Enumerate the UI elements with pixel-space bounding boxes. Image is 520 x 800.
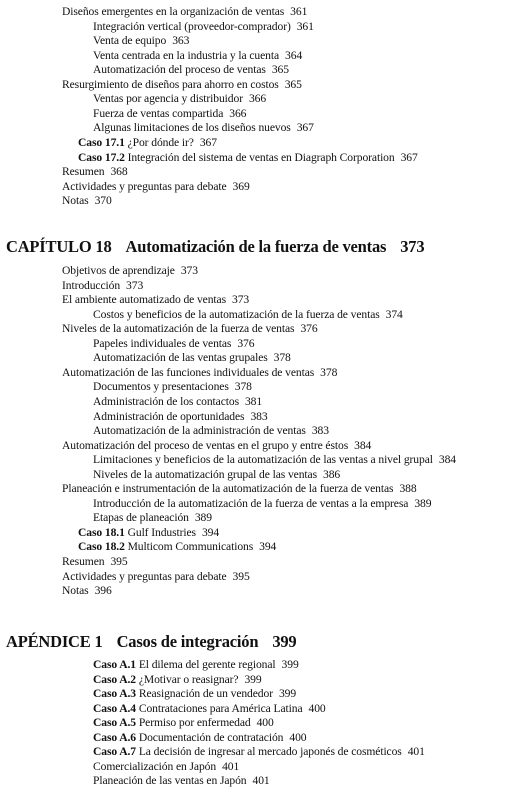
entry-title: Resumen bbox=[62, 555, 105, 568]
entry-title: Introducción bbox=[62, 278, 121, 292]
entry-title: Documentación de contratación bbox=[138, 730, 284, 744]
page-number: 370 bbox=[94, 194, 112, 208]
page-number: 383 bbox=[311, 424, 329, 438]
toc-entry[interactable] bbox=[62, 366, 337, 380]
toc-entry[interactable] bbox=[62, 555, 128, 569]
case-label: Caso A.5 bbox=[93, 716, 137, 730]
toc-entry[interactable] bbox=[93, 453, 456, 467]
case-label: Caso 17.1 bbox=[78, 135, 125, 149]
page-number: 400 bbox=[289, 730, 307, 744]
entry-title: Administración de los contactos bbox=[93, 394, 239, 408]
entry-title: Venta de equipo bbox=[93, 34, 167, 48]
entry-title: Objetivos de aprendizaje bbox=[62, 264, 175, 277]
toc-entry[interactable] bbox=[93, 511, 212, 525]
entry-title: Permiso por enfermedad bbox=[138, 716, 251, 730]
entry-title: Niveles de la automatización de la fuerza de ventas bbox=[62, 322, 295, 336]
page-number: 367 bbox=[296, 121, 314, 135]
entry-title: Automatización de la administración de ventas bbox=[93, 424, 306, 438]
entry-title: Administración de oportunidades bbox=[93, 409, 245, 423]
case-label: Caso A.3 bbox=[93, 687, 137, 701]
toc-entry[interactable] bbox=[62, 165, 128, 179]
toc-entry[interactable] bbox=[93, 34, 189, 48]
entry-title: Contrataciones para América Latina bbox=[138, 701, 303, 715]
page-number: 364 bbox=[285, 48, 303, 62]
case-label: Caso A.6 bbox=[93, 730, 137, 744]
page-number: 378 bbox=[234, 380, 252, 394]
case-label: Caso A.1 bbox=[93, 658, 137, 671]
toc-entry[interactable] bbox=[93, 121, 314, 135]
page-number: 395 bbox=[232, 569, 250, 583]
page-number: 401 bbox=[222, 759, 240, 773]
entry-title: Comercialización en Japón bbox=[93, 759, 217, 773]
case-label: Caso 17.2 bbox=[78, 150, 125, 164]
toc-entry[interactable] bbox=[93, 107, 246, 121]
page-number: 378 bbox=[273, 351, 291, 365]
toc-case-entry[interactable] bbox=[93, 658, 299, 672]
entry-title: Planeación e instrumentación de la automatización de la fuerza de ventas bbox=[62, 482, 394, 496]
toc-entry[interactable] bbox=[93, 308, 403, 322]
page-number: 400 bbox=[256, 716, 274, 730]
page-number: 384 bbox=[354, 438, 372, 452]
page-number: 361 bbox=[290, 5, 308, 18]
entry-title: Actividades y preguntas para debate bbox=[62, 569, 227, 583]
toc-entry[interactable] bbox=[62, 180, 250, 194]
page-number: 365 bbox=[271, 63, 289, 77]
toc-case-entry[interactable] bbox=[93, 716, 274, 730]
entry-title: Limitaciones y beneficios de la automatización de las ventas a nivel grupal bbox=[93, 453, 433, 467]
page-number: 383 bbox=[250, 409, 268, 423]
toc-case-entry[interactable] bbox=[78, 151, 418, 165]
toc-entry[interactable] bbox=[62, 279, 143, 293]
toc-case-entry[interactable] bbox=[93, 731, 306, 745]
page-number: 399 bbox=[244, 672, 262, 686]
toc-entry[interactable] bbox=[62, 482, 417, 496]
page-number: 373 bbox=[232, 293, 250, 307]
case-label: Caso 18.1 bbox=[78, 525, 125, 539]
page-number: 401 bbox=[252, 774, 270, 788]
toc-entry[interactable] bbox=[93, 760, 239, 774]
toc-entry[interactable] bbox=[62, 570, 250, 584]
entry-title: Automatización de las funciones individuales de ventas bbox=[62, 365, 315, 379]
toc-entry[interactable] bbox=[93, 468, 340, 482]
entry-title: Reasignación de un vendedor bbox=[138, 687, 273, 701]
page-number: 366 bbox=[229, 106, 247, 120]
entry-title: ¿Motivar o reasignar? bbox=[138, 672, 239, 686]
toc-entry[interactable] bbox=[62, 584, 112, 598]
toc-case-entry[interactable] bbox=[93, 673, 262, 687]
page-number: 386 bbox=[323, 467, 341, 481]
entry-title: Diseños emergentes en la organización de ventas bbox=[62, 5, 285, 18]
toc-entry[interactable] bbox=[93, 774, 270, 788]
page-number: 369 bbox=[232, 179, 250, 193]
page-number: 381 bbox=[244, 394, 263, 408]
page-number: 367 bbox=[400, 150, 418, 164]
heading-title: Casos de integración bbox=[116, 632, 259, 651]
entry-title: Venta centrada en la industria y la cuenta bbox=[93, 48, 280, 62]
toc-case-entry[interactable] bbox=[78, 526, 219, 540]
page-number: 376 bbox=[237, 336, 255, 350]
entry-title: Algunas limitaciones de los diseños nuevos bbox=[93, 121, 291, 135]
entry-title: Niveles de la automatización grupal de las ventas bbox=[93, 467, 317, 481]
entry-title: Notas bbox=[62, 584, 89, 598]
page-number: 373 bbox=[180, 264, 198, 277]
page-number: 384 bbox=[438, 453, 456, 467]
toc-entry[interactable] bbox=[62, 78, 302, 92]
toc-case-entry[interactable] bbox=[78, 540, 276, 554]
case-label: Caso 18.2 bbox=[78, 540, 125, 554]
case-label: Caso A.4 bbox=[93, 701, 137, 715]
entry-title: Fuerza de ventas compartida bbox=[93, 106, 224, 120]
case-label: Caso A.2 bbox=[93, 672, 137, 686]
entry-title: Gulf Industries bbox=[127, 525, 196, 539]
page-number: 399 bbox=[278, 687, 297, 701]
toc-entry[interactable] bbox=[93, 395, 262, 409]
entry-title: Introducción de la automatización de la fuerza de ventas a la empresa bbox=[93, 496, 409, 510]
entry-title: ¿Por dónde ir? bbox=[127, 135, 194, 149]
toc-entry[interactable] bbox=[93, 92, 266, 106]
page-number: 389 bbox=[414, 496, 432, 510]
page-number: 365 bbox=[284, 77, 302, 91]
entry-title: El dilema del gerente regional bbox=[138, 658, 276, 671]
toc-entry[interactable] bbox=[62, 293, 249, 307]
toc-entry[interactable] bbox=[93, 497, 431, 511]
heading-page-number: 373 bbox=[400, 237, 425, 256]
toc-case-entry[interactable] bbox=[93, 687, 296, 701]
page-number: 401 bbox=[407, 745, 425, 759]
entry-title: Automatización de las ventas grupales bbox=[93, 351, 268, 365]
toc-entry[interactable] bbox=[62, 439, 371, 453]
toc-entry[interactable] bbox=[62, 264, 198, 278]
page-number: 399 bbox=[281, 658, 299, 671]
toc-case-entry[interactable] bbox=[78, 136, 217, 150]
appendix-1-heading[interactable] bbox=[6, 632, 296, 652]
heading-number: APÉNDICE 1 bbox=[6, 632, 103, 651]
page-number: 378 bbox=[320, 365, 338, 379]
toc-entry[interactable] bbox=[62, 322, 318, 336]
toc-entry[interactable] bbox=[62, 194, 112, 208]
entry-title: Etapas de planeación bbox=[93, 511, 189, 525]
page-number: 376 bbox=[300, 322, 318, 336]
entry-title: Multicom Communications bbox=[127, 540, 254, 554]
entry-title: Documentos y presentaciones bbox=[93, 380, 229, 394]
entry-title: El ambiente automatizado de ventas bbox=[62, 293, 227, 307]
entry-title: Planeación de las ventas en Japón bbox=[93, 774, 247, 788]
page-number: 400 bbox=[308, 701, 326, 715]
page-number: 388 bbox=[399, 482, 417, 496]
page-number: 395 bbox=[110, 555, 128, 568]
page-number: 366 bbox=[248, 92, 267, 106]
toc-entry[interactable] bbox=[93, 20, 314, 34]
toc-entry[interactable] bbox=[93, 337, 254, 351]
toc-entry[interactable] bbox=[62, 5, 307, 19]
entry-title: Notas bbox=[62, 194, 89, 208]
page-number: 396 bbox=[94, 584, 112, 598]
entry-title: Ventas por agencia y distribuidor bbox=[93, 92, 243, 106]
page-number: 394 bbox=[201, 525, 220, 539]
toc-entry[interactable] bbox=[93, 63, 289, 77]
toc-case-entry[interactable] bbox=[93, 702, 326, 716]
toc-entry[interactable] bbox=[93, 410, 268, 424]
entry-title: Papeles individuales de ventas bbox=[93, 336, 232, 350]
entry-title: Actividades y preguntas para debate bbox=[62, 179, 227, 193]
entry-title: Automatización del proceso de ventas en el grupo y entre éstos bbox=[62, 438, 349, 452]
chapter-18-heading[interactable] bbox=[6, 237, 424, 257]
heading-number: CAPÍTULO 18 bbox=[6, 237, 112, 256]
page-number: 389 bbox=[194, 511, 212, 525]
toc-entry[interactable] bbox=[93, 351, 291, 365]
page-number: 367 bbox=[199, 135, 217, 149]
entry-title: La decisión de ingresar al mercado japonés de cosméticos bbox=[138, 745, 402, 759]
page-number: 361 bbox=[296, 19, 314, 33]
entry-title: Automatización del proceso de ventas bbox=[93, 63, 266, 77]
page-number: 373 bbox=[126, 278, 144, 292]
toc-entry[interactable] bbox=[93, 49, 302, 63]
entry-title: Integración del sistema de ventas en Diagraph Corporation bbox=[127, 150, 395, 164]
page-number: 374 bbox=[385, 307, 403, 321]
heading-page-number: 399 bbox=[272, 632, 297, 651]
entry-title: Costos y beneficios de la automatización de la fuerza de ventas bbox=[93, 307, 380, 321]
entry-title: Resumen bbox=[62, 165, 105, 179]
page-number: 363 bbox=[172, 34, 190, 48]
toc-entry[interactable] bbox=[93, 424, 329, 438]
toc-entry[interactable] bbox=[93, 380, 252, 394]
toc-case-entry[interactable] bbox=[93, 745, 425, 759]
case-label: Caso A.7 bbox=[93, 745, 137, 759]
page-number: 394 bbox=[259, 540, 277, 554]
entry-title: Integración vertical (proveedor-comprador) bbox=[93, 19, 291, 33]
heading-title: Automatización de la fuerza de ventas bbox=[125, 237, 387, 256]
entry-title: Resurgimiento de diseños para ahorro en costos bbox=[62, 77, 279, 91]
page-number: 368 bbox=[110, 165, 128, 179]
